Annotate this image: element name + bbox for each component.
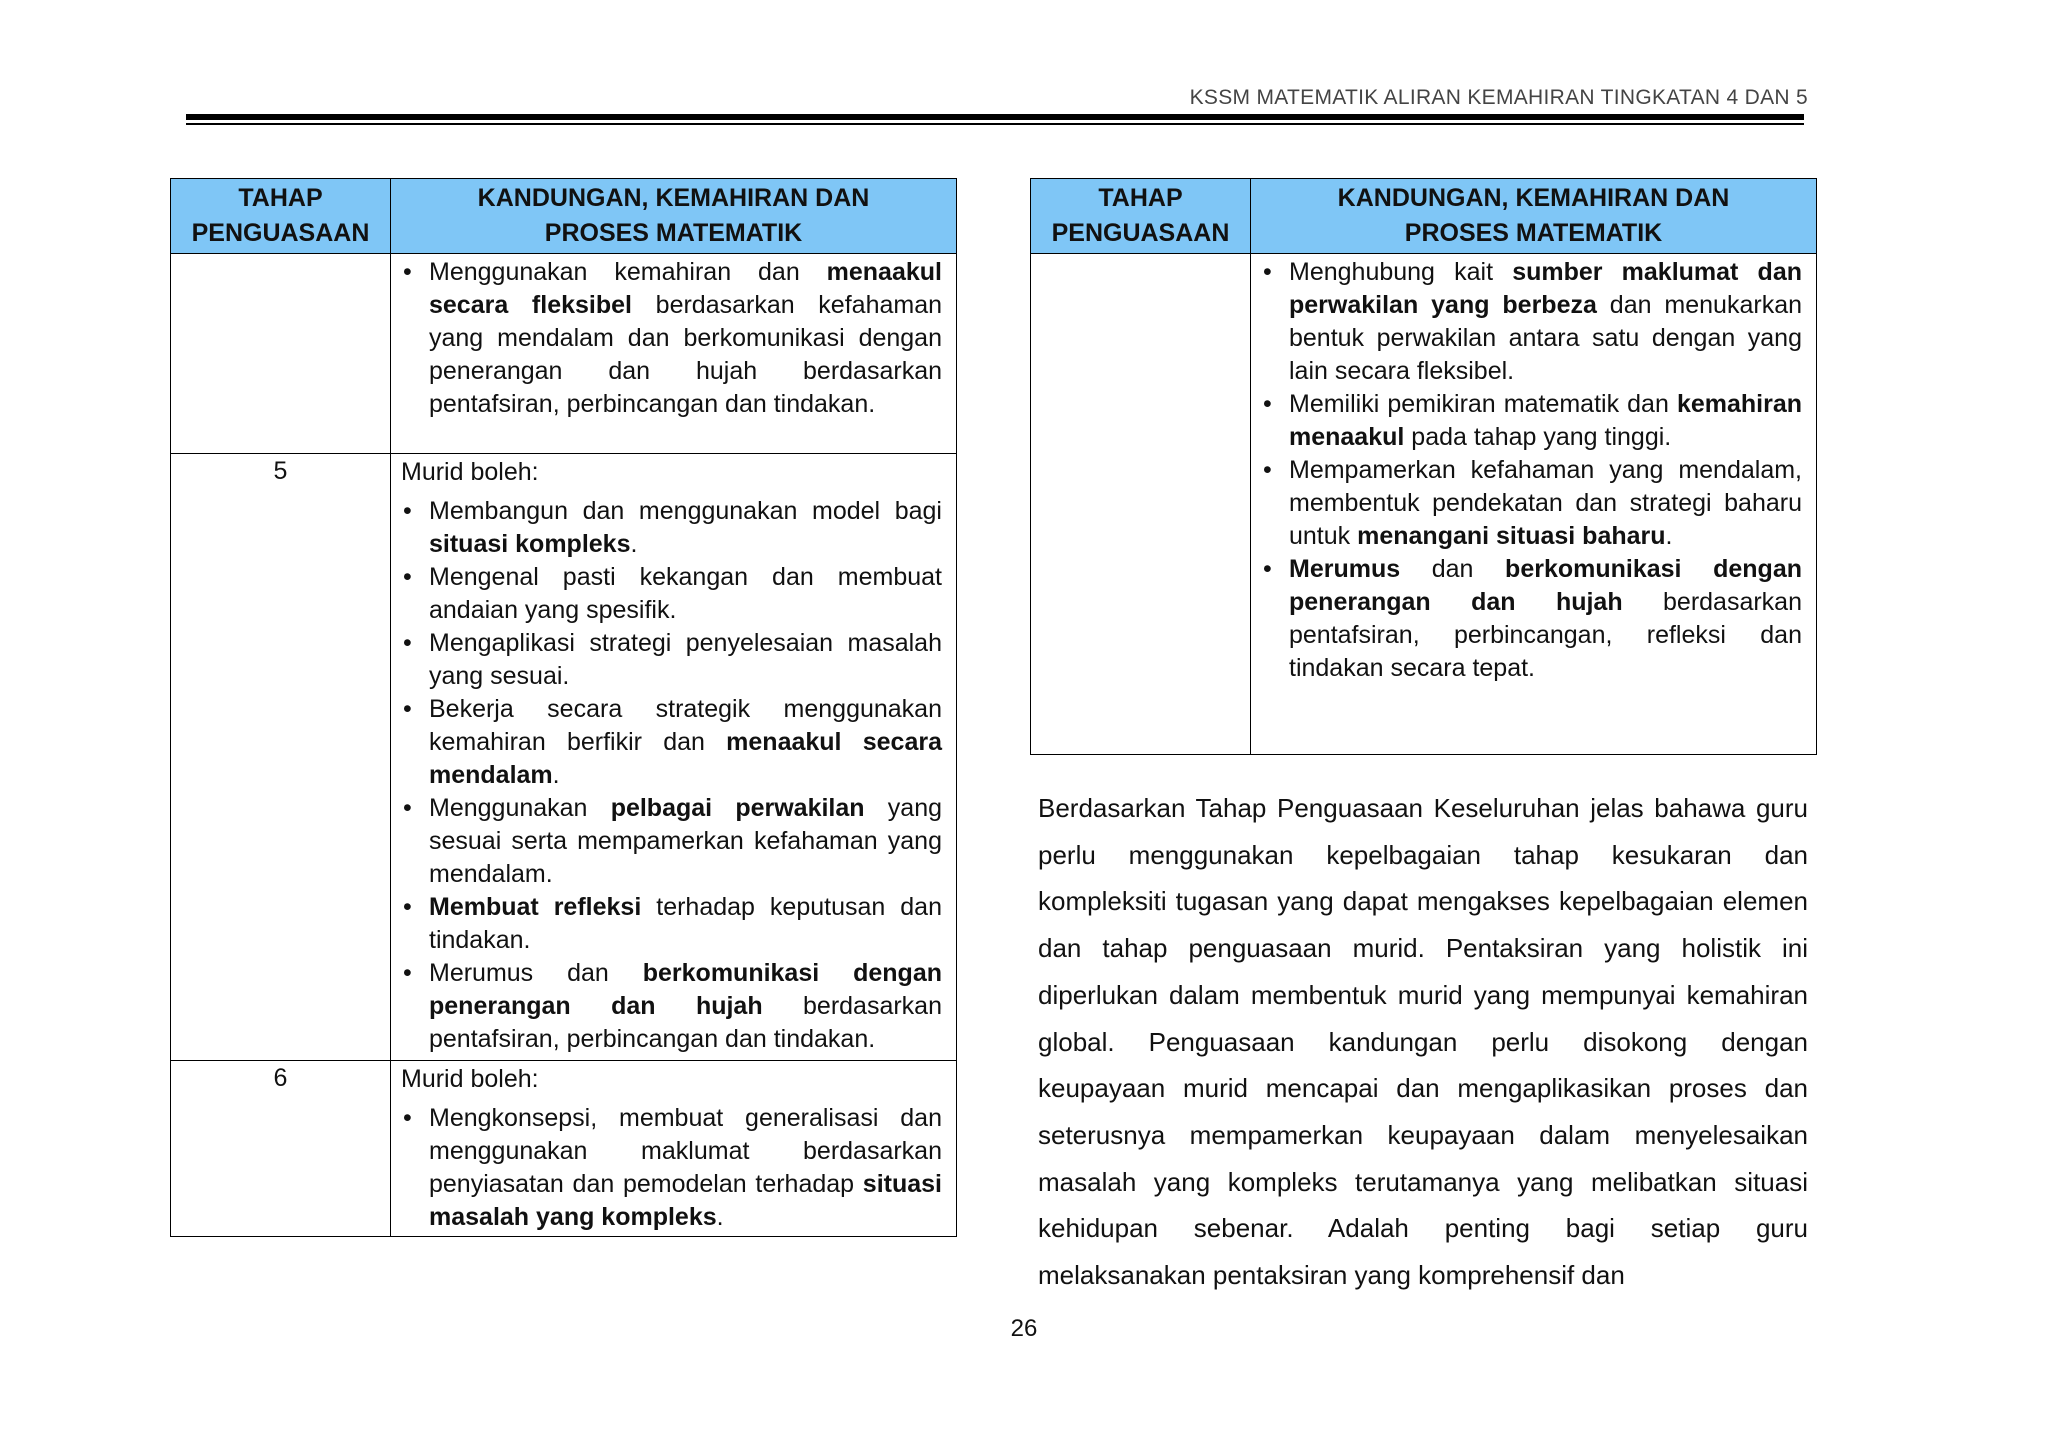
list-item: • Menghubung kait sumber maklumat dan perwakilan yang berbeza dan menukarkan bentuk perwakilan antara satu dengan yang lain secara fleksibel. [1261,256,1802,388]
list-item: • Membangun dan menggunakan model bagi situasi kompleks. [401,495,942,561]
table-row [1031,254,1817,755]
table-row [171,254,957,454]
list-item: • Menggunakan kemahiran dan menaakul secara fleksibel berdasarkan kefahaman yang mendalam dan berkomunikasi dengan penerangan dan hujah berdasarkan pentafsiran, perbincangan dan tindakan. [401,256,942,421]
header-rule [186,114,1804,120]
level-cell [171,254,391,454]
left-mastery-table [170,178,957,1237]
intro-text: Murid boleh: [401,1065,539,1093]
level-cell: 5 [171,454,391,1061]
right-mastery-table [1030,178,1817,755]
table-row [171,1061,957,1237]
header-rule-thin [186,123,1804,125]
header-tahap-penguasaan: TAHAP PENGUASAAN [171,179,391,254]
list-item: • Mempamerkan kefahaman yang mendalam, membentuk pendekatan dan strategi baharu untuk menangani situasi baharu. [1261,454,1802,553]
list-item: • Membuat refleksi terhadap keputusan dan tindakan. [401,891,942,957]
page-number: 26 [1010,1315,1038,1342]
list-item: • Bekerja secara strategik menggunakan kemahiran berfikir dan menaakul secara mendalam. [401,693,942,792]
level-cell [1031,254,1251,755]
list-item: • Merumus dan berkomunikasi dengan penerangan dan hujah berdasarkan pentafsiran, perbincangan dan tindakan. [401,957,942,1056]
header-tahap-penguasaan: TAHAP PENGUASAAN [1031,179,1251,254]
content-cell [1251,254,1817,755]
list-item: • Mengaplikasi strategi penyelesaian masalah yang sesuai. [401,627,942,693]
running-header: KSSM MATEMATIK ALIRAN KEMAHIRAN TINGKATAN 4 DAN 5 [1189,86,1808,109]
content-cell [391,1061,957,1237]
list-item: • Mengenal pasti kekangan dan membuat andaian yang spesifik. [401,561,942,627]
list-item: • Menggunakan pelbagai perwakilan yang sesuai serta mempamerkan kefahaman yang mendalam. [401,792,942,891]
header-kandungan: KANDUNGAN, KEMAHIRAN DAN PROSES MATEMATIK [1251,179,1817,254]
table-row [171,454,957,1061]
level-cell: 6 [171,1061,391,1237]
content-cell [391,254,957,454]
intro-text: Murid boleh: [401,458,539,486]
table-header-row [171,179,957,254]
list-item: • Mengkonsepsi, membuat generalisasi dan menggunakan maklumat berdasarkan penyiasatan dan pemodelan terhadap situasi masalah yang kompleks. [401,1102,942,1234]
header-kandungan: KANDUNGAN, KEMAHIRAN DAN PROSES MATEMATIK [391,179,957,254]
body-paragraph: Berdasarkan Tahap Penguasaan Keseluruhan jelas bahawa guru perlu menggunakan kepelbagaian tahap kesukaran dan kompleksiti tugasan yang dapat mengakses kepelbagaian elemen dan tahap penguasaan murid. Pentaksiran yang holistik ini diperlukan dalam membentuk murid yang mempunyai kemahiran global. Penguasaan kandungan perlu disokong dengan keupayaan murid mencapai dan mengaplikasikan proses dan seterusnya mempamerkan keupayaan dalam menyelesaikan masalah yang kompleks terutamanya yang melibatkan situasi kehidupan sebenar. Adalah penting bagi setiap guru melaksanakan pentaksiran yang komprehensif dan [1038,793,1808,1291]
list-item: • Merumus dan berkomunikasi dengan penerangan dan hujah berdasarkan pentafsiran, perbincangan, refleksi dan tindakan secara tepat. [1261,553,1802,685]
content-cell [391,454,957,1061]
list-item: • Memiliki pemikiran matematik dan kemahiran menaakul pada tahap yang tinggi. [1261,388,1802,454]
table-header-row [1031,179,1817,254]
